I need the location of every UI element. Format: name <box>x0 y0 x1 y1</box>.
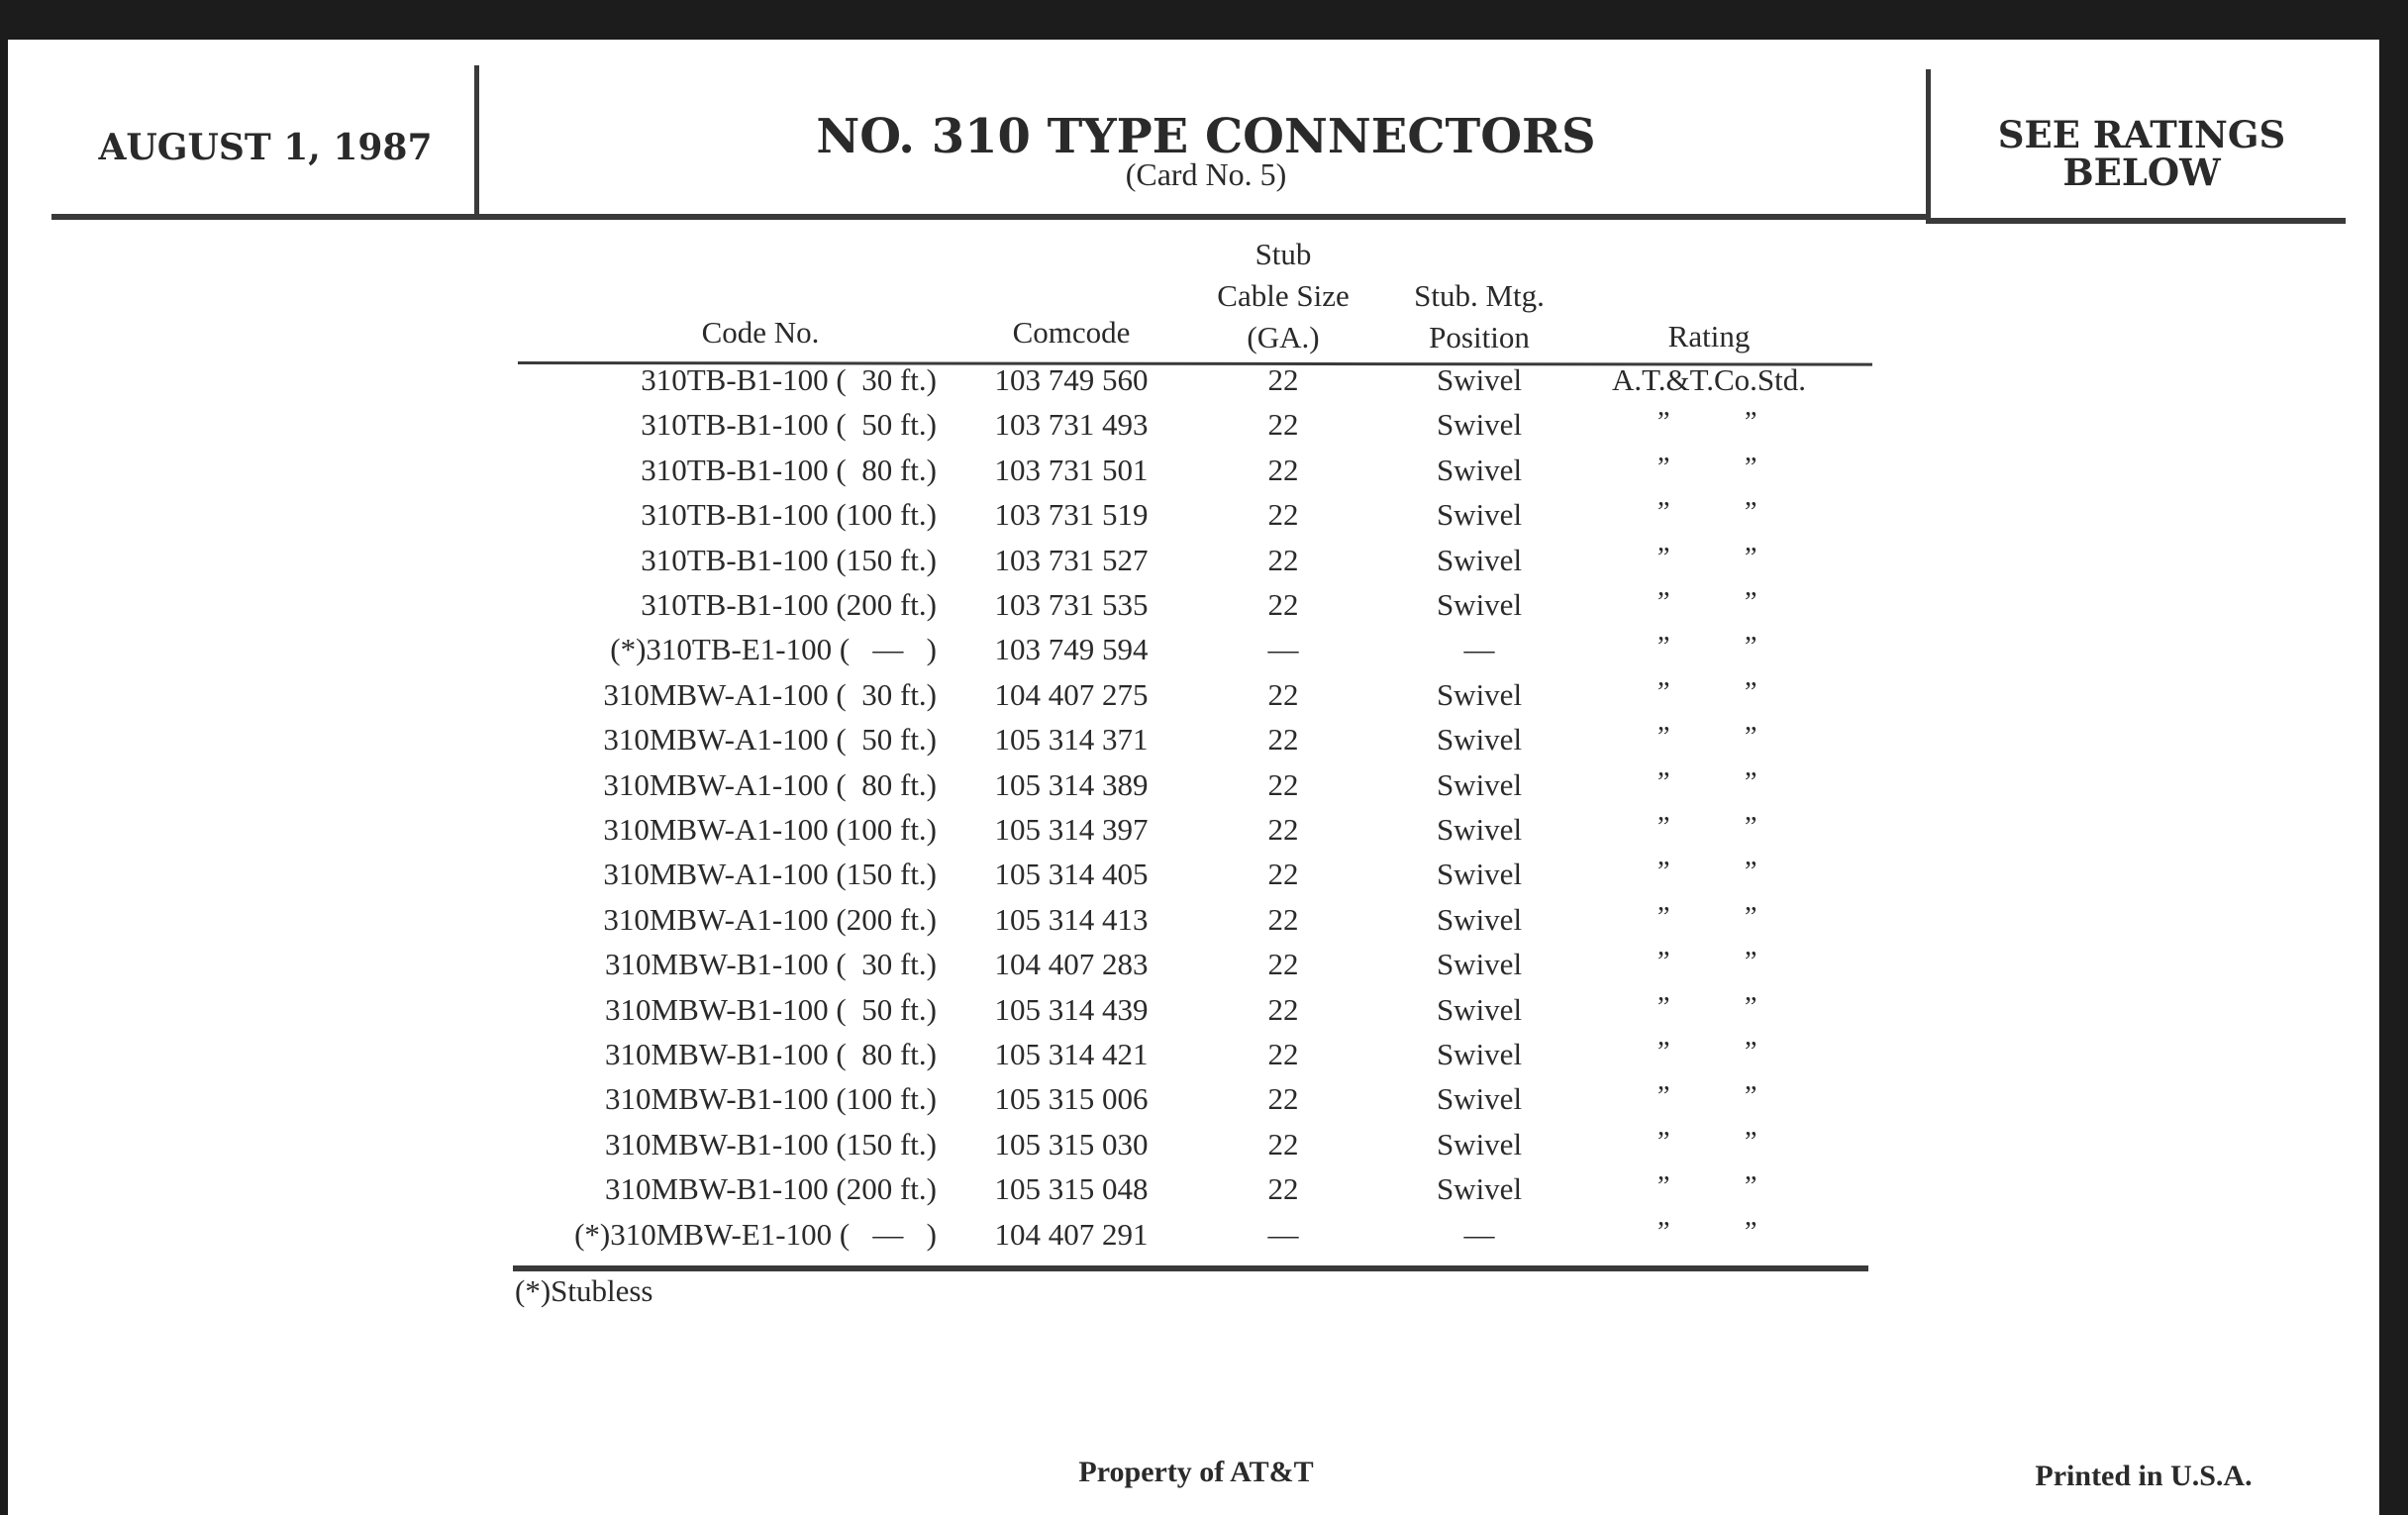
cell-cable-size: 22 <box>1267 1171 1299 1207</box>
cell-code: 310MBW-A1-100 (100 ft.) <box>603 812 937 847</box>
cell-cable-size: 22 <box>1267 901 1299 937</box>
cell-code: 310TB-B1-100 ( 50 ft.) <box>641 407 937 443</box>
table-row <box>8 677 2379 721</box>
cell-rating-ditto: ” <box>1657 812 1670 843</box>
col-header-position-line2: Position <box>1429 320 1530 354</box>
cell-rating-ditto: ” <box>1657 632 1670 663</box>
header-divider-left <box>474 65 479 218</box>
cell-cable-size: 22 <box>1267 497 1299 533</box>
cell-rating: A.T.&T.Co.Std. <box>1611 362 1807 397</box>
cell-rating-ditto: ” <box>1745 1037 1757 1067</box>
footnote-stubless: (*)Stubless <box>515 1273 653 1308</box>
cell-position: Swivel <box>1436 676 1523 712</box>
cell-cable-size: 22 <box>1267 1081 1299 1117</box>
cell-position: Swivel <box>1436 497 1523 533</box>
rating-note-line2: BELOW <box>2062 151 2221 194</box>
cell-position: Swivel <box>1436 1171 1523 1207</box>
cell-rating-ditto: ” <box>1657 1216 1670 1248</box>
table-row <box>8 543 2379 586</box>
table-row <box>8 1127 2379 1170</box>
cell-position: Swivel <box>1436 407 1523 443</box>
cell-comcode: 103 731 493 <box>994 407 1149 443</box>
cell-cable-size: 22 <box>1267 991 1299 1027</box>
header-rule <box>51 214 1931 220</box>
cell-rating-ditto: ” <box>1745 1126 1757 1158</box>
table-row <box>8 407 2379 451</box>
cell-rating-ditto: ” <box>1745 901 1757 933</box>
cell-cable-size: 22 <box>1267 542 1299 577</box>
cell-rating-ditto: ” <box>1745 587 1757 618</box>
cell-comcode: 105 314 389 <box>994 766 1149 802</box>
property-notice: Property of AT&T <box>1078 1456 1314 1488</box>
cell-rating-ditto: ” <box>1657 407 1670 439</box>
table-row <box>8 362 2379 406</box>
cell-cable-size: 22 <box>1267 722 1299 758</box>
cell-comcode: 104 407 291 <box>994 1216 1149 1252</box>
cell-code: 310TB-B1-100 (100 ft.) <box>641 497 937 533</box>
col-header-code: Code No. <box>701 315 820 350</box>
cell-rating-ditto: ” <box>1657 676 1670 708</box>
card-date: AUGUST 1, 1987 <box>98 127 433 168</box>
printed-notice: Printed in U.S.A. <box>2035 1460 2253 1492</box>
cell-rating-ditto: ” <box>1657 766 1670 798</box>
cell-cable-size: 22 <box>1267 812 1299 847</box>
cell-position: Swivel <box>1436 587 1523 622</box>
cell-position: Swivel <box>1436 857 1523 892</box>
cell-code: (*)310MBW-E1-100 ( — ) <box>574 1216 937 1252</box>
cell-code: (*)310TB-E1-100 ( — ) <box>610 632 937 667</box>
col-header-ga-line1: Stub <box>1254 237 1312 271</box>
table-row <box>8 1217 2379 1261</box>
cell-rating-ditto: ” <box>1657 991 1670 1023</box>
cell-cable-size: 22 <box>1267 362 1299 397</box>
cell-cable-size: 22 <box>1267 407 1299 443</box>
col-header-ga <box>1194 234 1372 358</box>
cell-rating-ditto: ” <box>1657 587 1670 618</box>
table-row <box>8 1171 2379 1215</box>
cell-rating-ditto: ” <box>1745 1081 1757 1113</box>
cell-code: 310TB-B1-100 (150 ft.) <box>641 542 937 577</box>
cell-comcode: 103 731 535 <box>994 587 1149 622</box>
cell-rating-ditto: ” <box>1657 1037 1670 1067</box>
cell-position: Swivel <box>1436 991 1523 1027</box>
cell-cable-size: 22 <box>1267 1126 1299 1162</box>
cell-rating-ditto: ” <box>1657 901 1670 933</box>
cell-rating-ditto: ” <box>1745 452 1757 483</box>
table-bottom-rule <box>513 1265 1868 1271</box>
cell-comcode: 105 314 405 <box>994 857 1149 892</box>
cell-rating-ditto: ” <box>1657 1081 1670 1113</box>
table-row <box>8 1037 2379 1080</box>
cell-rating-ditto: ” <box>1745 812 1757 843</box>
cell-rating-ditto: ” <box>1745 407 1757 439</box>
cell-rating-ditto: ” <box>1657 857 1670 888</box>
cell-position: — <box>1463 632 1495 667</box>
cell-comcode: 105 314 439 <box>994 991 1149 1027</box>
cell-comcode: 104 407 283 <box>994 947 1149 982</box>
cell-code: 310MBW-A1-100 (150 ft.) <box>603 857 937 892</box>
cell-position: Swivel <box>1436 812 1523 847</box>
cell-comcode: 105 315 030 <box>994 1126 1149 1162</box>
table-row <box>8 587 2379 631</box>
table-row <box>8 902 2379 946</box>
cell-position: Swivel <box>1436 901 1523 937</box>
cell-rating-ditto: ” <box>1657 1171 1670 1203</box>
cell-position: Swivel <box>1436 1126 1523 1162</box>
cell-position: Swivel <box>1436 452 1523 487</box>
cell-code: 310TB-B1-100 (200 ft.) <box>641 587 937 622</box>
header-rule-right <box>1926 218 2346 224</box>
table-row <box>8 453 2379 496</box>
cell-cable-size: 22 <box>1267 676 1299 712</box>
cell-position: — <box>1463 1216 1495 1252</box>
cell-code: 310MBW-B1-100 (200 ft.) <box>605 1171 937 1207</box>
cell-cable-size: — <box>1267 632 1299 667</box>
cell-code: 310MBW-B1-100 (100 ft.) <box>605 1081 937 1117</box>
cell-rating-ditto: ” <box>1657 542 1670 573</box>
cell-rating-ditto: ” <box>1657 1126 1670 1158</box>
cell-rating-ditto: ” <box>1745 497 1757 529</box>
cell-cable-size: 22 <box>1267 452 1299 487</box>
cell-code: 310TB-B1-100 ( 30 ft.) <box>641 362 937 397</box>
rating-note-line1: SEE RATINGS <box>1997 113 2286 156</box>
table-row <box>8 632 2379 675</box>
table-row <box>8 1081 2379 1125</box>
cell-comcode: 105 314 397 <box>994 812 1149 847</box>
cell-comcode: 103 731 501 <box>994 452 1149 487</box>
cell-position: Swivel <box>1436 722 1523 758</box>
cell-position: Swivel <box>1436 1081 1523 1117</box>
page-title: NO. 310 TYPE CONNECTORS <box>816 109 1596 164</box>
card-number: (Card No. 5) <box>1125 156 1287 192</box>
cell-rating-ditto: ” <box>1745 766 1757 798</box>
cell-cable-size: — <box>1267 1216 1299 1252</box>
table-row <box>8 722 2379 765</box>
table-row <box>8 947 2379 990</box>
cell-code: 310TB-B1-100 ( 80 ft.) <box>641 452 937 487</box>
cell-code: 310MBW-B1-100 ( 50 ft.) <box>605 991 937 1027</box>
cell-rating-ditto: ” <box>1657 722 1670 754</box>
cell-comcode: 103 731 519 <box>994 497 1149 533</box>
cell-comcode: 105 315 006 <box>994 1081 1149 1117</box>
cell-rating-ditto: ” <box>1745 991 1757 1023</box>
cell-rating-ditto: ” <box>1657 497 1670 529</box>
cell-rating-ditto: ” <box>1745 1171 1757 1203</box>
cell-cable-size: 22 <box>1267 857 1299 892</box>
table-row <box>8 767 2379 811</box>
cell-comcode: 103 731 527 <box>994 542 1149 577</box>
catalog-card <box>8 40 2379 1515</box>
cell-comcode: 104 407 275 <box>994 676 1149 712</box>
table-row <box>8 857 2379 900</box>
cell-position: Swivel <box>1436 947 1523 982</box>
table-row <box>8 812 2379 856</box>
cell-rating-ditto: ” <box>1745 1216 1757 1248</box>
cell-code: 310MBW-B1-100 (150 ft.) <box>605 1126 937 1162</box>
cell-comcode: 105 314 413 <box>994 901 1149 937</box>
cell-position: Swivel <box>1436 1037 1523 1071</box>
cell-rating-ditto: ” <box>1657 452 1670 483</box>
cell-comcode: 105 314 371 <box>994 722 1149 758</box>
cell-code: 310MBW-B1-100 ( 30 ft.) <box>605 947 937 982</box>
cell-cable-size: 22 <box>1267 947 1299 982</box>
col-header-position <box>1390 275 1568 358</box>
cell-position: Swivel <box>1436 362 1523 397</box>
table-row <box>8 497 2379 541</box>
rating-note <box>1929 113 2355 194</box>
cell-position: Swivel <box>1436 766 1523 802</box>
cell-comcode: 103 749 560 <box>994 362 1149 397</box>
cell-rating-ditto: ” <box>1745 947 1757 978</box>
col-header-position-line1: Stub. Mtg. <box>1414 278 1545 313</box>
cell-position: Swivel <box>1436 542 1523 577</box>
cell-cable-size: 22 <box>1267 1037 1299 1071</box>
cell-rating-ditto: ” <box>1657 947 1670 978</box>
cell-code: 310MBW-A1-100 ( 30 ft.) <box>603 676 937 712</box>
col-header-rating: Rating <box>1667 319 1751 354</box>
cell-rating-ditto: ” <box>1745 542 1757 573</box>
cell-rating-ditto: ” <box>1745 722 1757 754</box>
cell-cable-size: 22 <box>1267 766 1299 802</box>
cell-code: 310MBW-A1-100 ( 80 ft.) <box>603 766 937 802</box>
cell-code: 310MBW-B1-100 ( 80 ft.) <box>605 1037 937 1071</box>
col-header-comcode: Comcode <box>1012 315 1131 350</box>
cell-rating-ditto: ” <box>1745 676 1757 708</box>
cell-comcode: 105 315 048 <box>994 1171 1149 1207</box>
cell-rating-ditto: ” <box>1745 632 1757 663</box>
cell-code: 310MBW-A1-100 ( 50 ft.) <box>603 722 937 758</box>
col-header-ga-line2: Cable Size <box>1217 278 1350 313</box>
cell-rating-ditto: ” <box>1745 857 1757 888</box>
table-row <box>8 992 2379 1036</box>
cell-code: 310MBW-A1-100 (200 ft.) <box>603 901 937 937</box>
cell-cable-size: 22 <box>1267 587 1299 622</box>
cell-comcode: 105 314 421 <box>994 1037 1149 1071</box>
cell-comcode: 103 749 594 <box>994 632 1149 667</box>
col-header-ga-line3: (GA.) <box>1247 320 1320 354</box>
